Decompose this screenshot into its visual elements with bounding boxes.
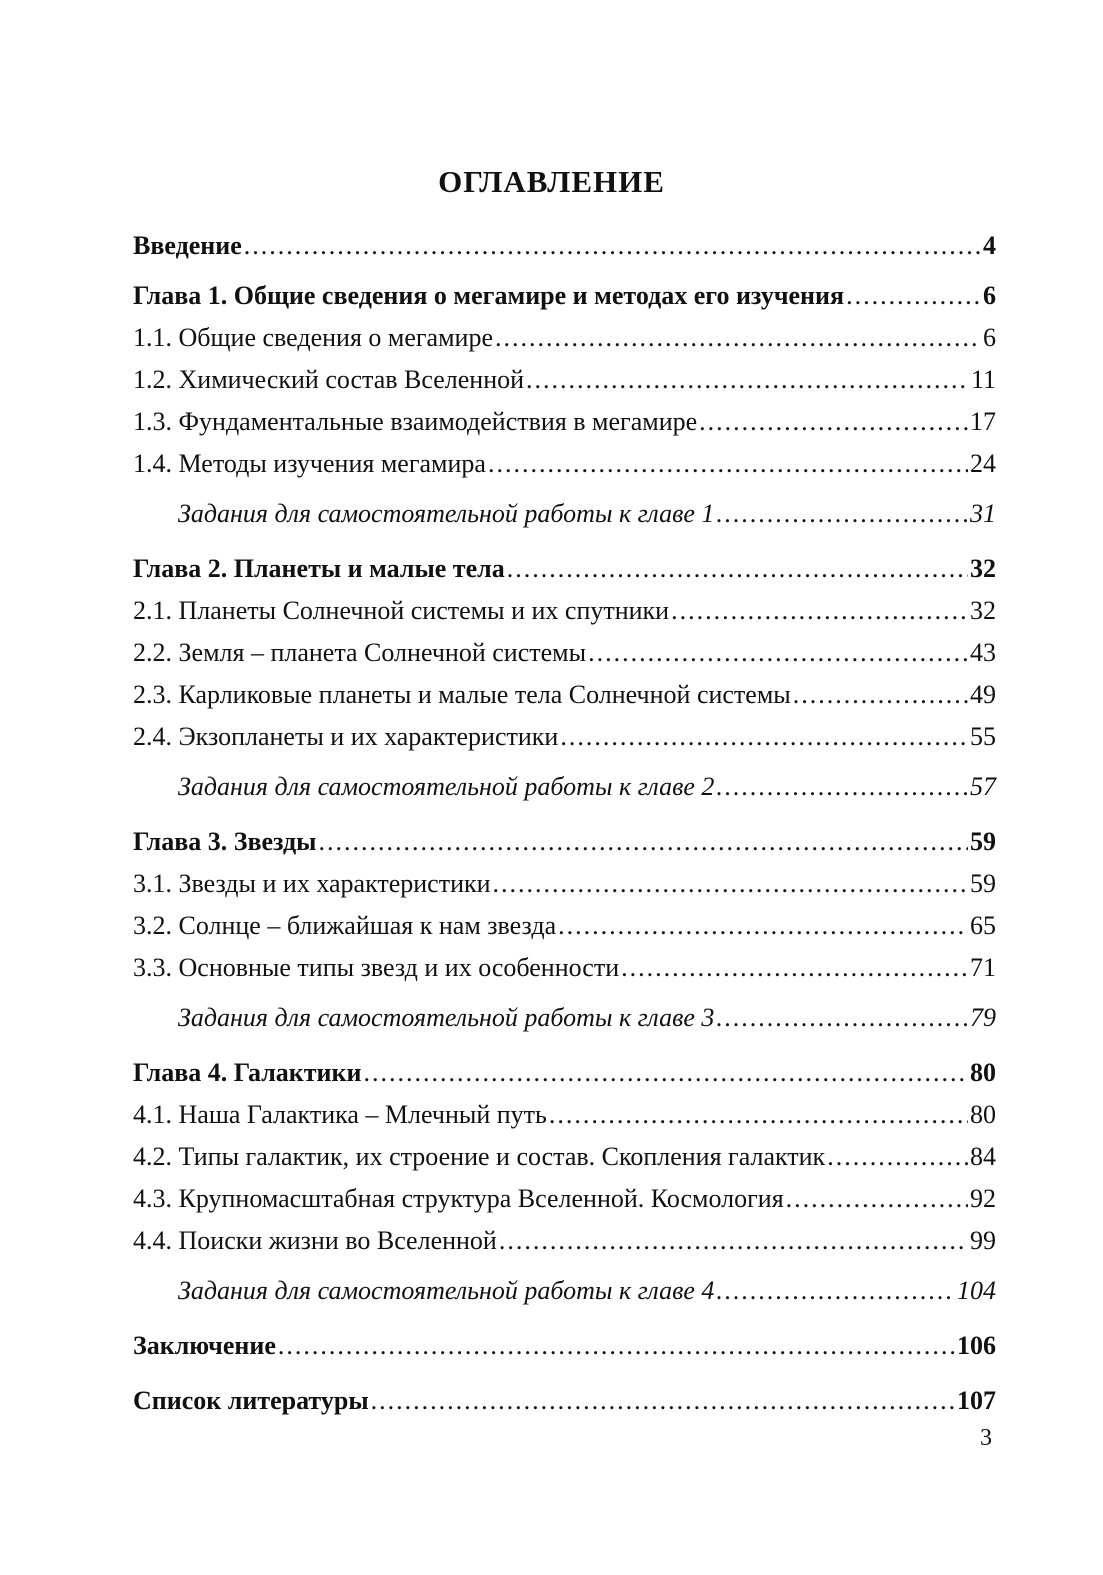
toc-leader-dots <box>493 863 968 905</box>
toc-entry-page: 43 <box>970 638 996 667</box>
toc-entry-page: 80 <box>970 1100 996 1129</box>
toc-leader-dots <box>846 275 981 317</box>
toc-entry-page: 104 <box>957 1276 996 1305</box>
toc-leader-dots <box>588 632 968 674</box>
toc-entry-section-3-3[interactable] <box>133 947 996 989</box>
toc-leader-dots <box>318 821 968 863</box>
toc-entry-chapter-4[interactable] <box>133 1052 996 1094</box>
toc-entry-label: 4.3. Крупномасштабная структура Вселенной. Космология <box>133 1184 784 1213</box>
toc-entry-section-2-2[interactable] <box>133 632 996 674</box>
toc-leader-dots <box>371 1380 955 1422</box>
toc-entry-page: 6 <box>983 323 996 352</box>
toc-leader-dots <box>786 1178 968 1220</box>
toc-entry-label: Задания для самостоятельной работы к главе 4 <box>178 1276 715 1305</box>
toc-entry-label: 1.4. Методы изучения мегамира <box>133 449 486 478</box>
toc-entry-section-2-1[interactable] <box>133 590 996 632</box>
toc-leader-dots <box>488 443 968 485</box>
toc-entry-chapter-1[interactable] <box>133 275 996 317</box>
toc-entry-section-1-3[interactable] <box>133 401 996 443</box>
toc-entry-label: 2.3. Карликовые планеты и малые тела Солнечной системы <box>133 680 791 709</box>
toc-entry-label: 1.1. Общие сведения о мегамире <box>133 323 494 352</box>
toc-leader-dots <box>560 716 968 758</box>
toc-entry-label: 4.1. Наша Галактика – Млечный путь <box>133 1100 547 1129</box>
toc-entry-label: Глава 1. Общие сведения о мегамире и методах его изучения <box>133 281 845 310</box>
toc-entry-page: 92 <box>970 1184 996 1213</box>
page-title: ОГЛАВЛЕНИЕ <box>438 164 665 199</box>
toc-entry-page: 55 <box>970 722 996 751</box>
toc-entry-page: 24 <box>970 449 996 478</box>
toc-entry-section-3-1[interactable] <box>133 863 996 905</box>
toc-entry-page: 49 <box>970 680 996 709</box>
toc-entry-label: Задания для самостоятельной работы к главе 3 <box>178 1003 715 1032</box>
toc-entry-tasks-1[interactable] <box>133 493 996 535</box>
toc-leader-dots <box>716 766 968 808</box>
toc-entry-page: 71 <box>970 953 996 982</box>
toc-entry-label: 1.3. Фундаментальные взаимодействия в мегамире <box>133 407 698 436</box>
toc-leader-dots <box>716 493 968 535</box>
toc-leader-dots <box>716 997 968 1039</box>
toc-entry-section-4-2[interactable] <box>133 1136 996 1178</box>
toc-leader-dots <box>495 317 981 359</box>
toc-entry-section-2-4[interactable] <box>133 716 996 758</box>
toc-leader-dots <box>507 548 968 590</box>
toc-entry-page: 59 <box>970 869 996 898</box>
toc-entry-page: 32 <box>970 596 996 625</box>
toc-entry-page: 59 <box>970 827 996 856</box>
toc-entry-section-1-4[interactable] <box>133 443 996 485</box>
toc-entry-label: Глава 3. Звезды <box>133 827 317 856</box>
toc-entry-page: 6 <box>983 281 996 310</box>
table-of-contents <box>133 225 996 1422</box>
toc-entry-page: 80 <box>970 1058 996 1087</box>
toc-entry-page: 11 <box>970 365 996 394</box>
toc-entry-label: Заключение <box>133 1331 276 1360</box>
toc-entry-section-3-2[interactable] <box>133 905 996 947</box>
page-number: 3 <box>980 1425 992 1451</box>
toc-entry-label: 4.4. Поиски жизни во Вселенной <box>133 1226 497 1255</box>
toc-leader-dots <box>558 905 968 947</box>
toc-entry-conclusion[interactable] <box>133 1325 996 1367</box>
toc-entry-label: 1.2. Химический состав Вселенной <box>133 365 525 394</box>
toc-entry-label: 3.3. Основные типы звезд и их особенности <box>133 953 620 982</box>
toc-leader-dots <box>278 1325 955 1367</box>
toc-entry-label: 2.4. Экзопланеты и их характеристики <box>133 722 559 751</box>
toc-entry-page: 79 <box>970 1003 996 1032</box>
toc-entry-section-4-4[interactable] <box>133 1220 996 1262</box>
toc-entry-label: Задания для самостоятельной работы к главе 2 <box>178 772 715 801</box>
toc-leader-dots <box>793 674 968 716</box>
toc-entry-section-1-2[interactable] <box>133 359 996 401</box>
toc-entry-page: 4 <box>983 231 996 260</box>
toc-entry-section-2-3[interactable] <box>133 674 996 716</box>
toc-entry-page: 107 <box>957 1386 996 1415</box>
toc-entry-page: 32 <box>970 554 996 583</box>
toc-leader-dots <box>716 1270 955 1312</box>
toc-leader-dots <box>364 1052 968 1094</box>
toc-entry-tasks-4[interactable] <box>133 1270 996 1312</box>
toc-entry-tasks-2[interactable] <box>133 766 996 808</box>
toc-entry-page: 106 <box>957 1331 996 1360</box>
toc-entry-chapter-2[interactable] <box>133 548 996 590</box>
toc-leader-dots <box>244 225 981 267</box>
toc-entry-section-4-1[interactable] <box>133 1094 996 1136</box>
toc-entry-label: 3.1. Звезды и их характеристики <box>133 869 491 898</box>
toc-entry-page: 17 <box>970 407 996 436</box>
toc-leader-dots <box>549 1094 968 1136</box>
toc-entry-label: 2.2. Земля – планета Солнечной системы <box>133 638 587 667</box>
toc-leader-dots <box>671 590 968 632</box>
toc-entry-label: Глава 2. Планеты и малые тела <box>133 554 505 583</box>
toc-entry-label: 4.2. Типы галактик, их строение и состав. Скопления галактик <box>133 1142 826 1171</box>
toc-entry-section-1-1[interactable] <box>133 317 996 359</box>
toc-entry-label: Список литературы <box>133 1386 369 1415</box>
toc-entry-page: 31 <box>970 499 996 528</box>
toc-entry-chapter-3[interactable] <box>133 821 996 863</box>
toc-entry-page: 84 <box>970 1142 996 1171</box>
toc-entry-label: 3.2. Солнце – ближайшая к нам звезда <box>133 911 557 940</box>
toc-entry-section-4-3[interactable] <box>133 1178 996 1220</box>
toc-entry-label: Задания для самостоятельной работы к главе 1 <box>178 499 715 528</box>
toc-entry-page: 99 <box>970 1226 996 1255</box>
toc-entry-label: Введение <box>133 231 242 260</box>
toc-leader-dots <box>699 401 968 443</box>
toc-leader-dots <box>499 1220 968 1262</box>
toc-entry-label: Глава 4. Галактики <box>133 1058 362 1087</box>
toc-entry-tasks-3[interactable] <box>133 997 996 1039</box>
toc-leader-dots <box>526 359 969 401</box>
toc-entry-introduction[interactable] <box>133 225 996 267</box>
toc-leader-dots <box>827 1136 968 1178</box>
toc-entry-references[interactable] <box>133 1380 996 1422</box>
toc-leader-dots <box>621 947 968 989</box>
toc-entry-page: 57 <box>970 772 996 801</box>
toc-entry-page: 65 <box>970 911 996 940</box>
toc-entry-label: 2.1. Планеты Солнечной системы и их спутники <box>133 596 670 625</box>
